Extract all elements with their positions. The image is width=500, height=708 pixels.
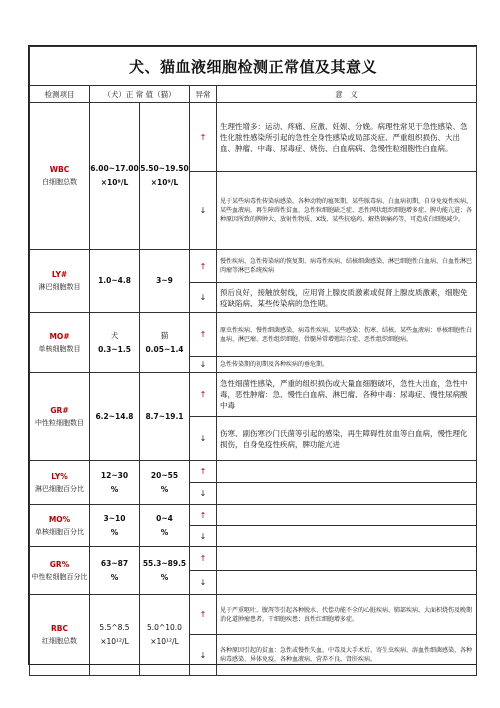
range-unit: % [110, 527, 119, 537]
item-cell-mo-count [30, 313, 90, 373]
item-cell-mo-percent [30, 505, 90, 547]
down-arrow-icon: ↓ [190, 483, 217, 505]
item-cell-wbc [30, 103, 90, 250]
item-cell-rbc [30, 595, 90, 676]
range-line: 63~87 [100, 558, 129, 568]
dog-range [90, 547, 140, 595]
range-line: 5.0^10.0 [147, 623, 182, 632]
meaning-increase [217, 505, 477, 526]
range-unit: % [160, 484, 169, 494]
blood-test-table [29, 46, 477, 676]
up-arrow-icon: ↑ [190, 595, 217, 635]
page-title: 犬、猫血液细胞检测正常值及其意义 [30, 47, 477, 86]
range-unit: % [110, 484, 119, 494]
range-line: 0.3~1.5 [98, 344, 131, 354]
down-arrow-icon: ↓ [190, 571, 217, 595]
range-line: 5.5^8.5 [99, 623, 130, 632]
dog-range [90, 461, 140, 505]
item-cell-ly-count [30, 250, 90, 313]
cat-range [140, 461, 190, 505]
meaning-increase: 急性细菌性感染，严重的组织损伤或大量血细胞破坏，急性大出血，急性中毒，恶性肿瘤：急、慢性白血病、淋巴瘤、各种中毒：尿毒症、慢性尿病酸中毒 [217, 373, 477, 417]
item-code: GR# [50, 405, 69, 415]
up-arrow-icon: ↑ [190, 103, 217, 172]
cat-range [140, 595, 190, 676]
header-item: 检测项目 [30, 86, 90, 103]
item-name: 淋巴细胞数目 [38, 283, 81, 291]
down-arrow-icon: ↓ [190, 635, 217, 676]
cat-range [140, 313, 190, 373]
dog-range [90, 103, 140, 250]
range-line: 3~9 [156, 276, 173, 285]
table-frame [28, 45, 477, 665]
range-line: 1.0~4.8 [98, 276, 131, 285]
meaning-increase: 慢性疾病、急性传染病的恢复期、病毒性疾病、结核细菌感染、淋巴细胞性白血病、白血性淋巴肉瘤等淋巴系统疾病 [217, 250, 477, 283]
up-arrow-icon: ↑ [190, 547, 217, 571]
item-name: 红细胞总数 [42, 637, 77, 645]
dog-range [90, 595, 140, 676]
range-line: 0.05~1.4 [145, 344, 184, 354]
meaning-increase: 生理性增多：运动、疼痛、应激、妊娠、分娩。病理性常见于急性感染、急性化脓性感染所引起的急性全身性感染或局部炎症、严重组织损伤、大出血、肿瘤、中毒、尿毒症、烧伤、白血病病、急慢性粒细胞性白血病。 [217, 103, 477, 172]
range-line: 3~10 [103, 513, 126, 523]
item-code: LY% [51, 471, 68, 481]
range-line: 12~30 [100, 470, 129, 480]
range-line: 5.50~19.50 [140, 164, 189, 173]
header-abnormal: 异常 [190, 86, 217, 103]
cat-range [140, 547, 190, 595]
item-name: 单核细胞数目 [38, 344, 81, 353]
range-unit: % [110, 572, 119, 582]
range-unit: % [160, 527, 169, 537]
meaning-decrease [217, 571, 477, 595]
dog-range [90, 505, 140, 547]
item-code: GR% [49, 559, 70, 569]
dog-range [90, 250, 140, 313]
item-name: 单核细胞百分比 [35, 527, 84, 536]
item-code: RBC [51, 624, 68, 633]
meaning-decrease [217, 483, 477, 505]
down-arrow-icon: ↓ [190, 172, 217, 250]
meaning-decrease: 各种原因引起的贫血：急性或慢性失血、中毒及大手术后、寄生虫疾病、溶血性细菌感染、各种病毒感染、异体免疫，各种血液病，营养不良，肾肝疾病。 [217, 635, 477, 676]
meaning-increase: 见于严重呕吐、腹泻等引起各种脱水、代偿功能不全的心脏疾病、肺部疾病、大面积烧伤及晚期消化道肿瘤患者。干细胞疾患；真性红细胞增多症。 [217, 595, 477, 635]
dog-range [90, 313, 140, 373]
range-unit: ×10⁹/L [150, 178, 179, 187]
range-species: 犬 [110, 330, 119, 340]
item-code: WBC [49, 165, 70, 174]
meaning-increase: 原虫性疾病、慢性细菌感染，病毒性疾病、某些感染：伤寒、结核。某些血液病：单核细胞性白血病、淋巴瘤、恶性组织细胞、骨髓异常增殖综合症、恶性组织细胞病。 [217, 313, 477, 357]
range-unit: % [160, 572, 169, 582]
cat-range [140, 373, 190, 461]
item-name: 淋巴细胞百分比 [35, 484, 84, 493]
down-arrow-icon: ↓ [190, 357, 217, 373]
range-line: 0~4 [156, 513, 173, 523]
meaning-increase [217, 547, 477, 571]
item-name: 中性粒细胞百分比 [31, 572, 88, 581]
item-cell-gr-count [30, 373, 90, 461]
range-line: 6.00~17.00 [90, 164, 139, 173]
up-arrow-icon: ↑ [190, 461, 217, 483]
range-unit: ×10¹²/L [150, 637, 179, 646]
range-line: 8.7~19.1 [145, 411, 184, 421]
cat-range [140, 250, 190, 313]
range-line: 20~55 [150, 470, 179, 480]
down-arrow-icon: ↓ [190, 526, 217, 547]
header-meaning: 意 义 [217, 86, 477, 103]
up-arrow-icon: ↑ [190, 313, 217, 357]
meaning-decrease: 见于某些病毒性传染病感染，各种动物的瘟死期，某些脓毒病、白血病初期，自身免疫性疾病，某些血液病，再生障碍性贫血、急性粒细胞缺乏症、恶性网状组织细胞增多症、脾功能亢进；各种原因所致的脾肿大、放射性物质、X线、某些抗癌药、解热镇痛药等，可造成白细胞减少。 [217, 172, 477, 250]
item-code: LY# [51, 270, 68, 279]
dog-range [90, 373, 140, 461]
range-unit: ×10¹²/L [100, 637, 129, 646]
up-arrow-icon: ↑ [190, 373, 217, 417]
meaning-decrease: 伤寒、副伤寒沙门氏菌等引起的感染，再生障碍性贫血等白血病，慢性理化损伤，自身免疫性疾病，脾功能亢进 [217, 417, 477, 461]
down-arrow-icon: ↓ [190, 283, 217, 313]
item-name: 中性粒细胞数目 [35, 418, 84, 427]
down-arrow-icon: ↓ [190, 417, 217, 461]
meaning-decrease: 急性传染期的初期及各种疾病的垂危期。 [217, 357, 477, 373]
range-species: 猫 [160, 330, 169, 340]
range-line: 55.3~89.5 [142, 558, 187, 568]
range-unit: ×10⁹/L [100, 178, 129, 187]
meaning-decrease [217, 526, 477, 547]
up-arrow-icon: ↑ [190, 505, 217, 526]
range-line: 6.2~14.8 [95, 411, 134, 421]
item-code: MO% [48, 514, 71, 524]
cat-range [140, 103, 190, 250]
item-cell-gr-percent [30, 547, 90, 595]
header-range: （犬）正 常 值（猫） [90, 86, 190, 103]
cat-range [140, 505, 190, 547]
item-code: MO# [49, 331, 70, 341]
meaning-increase [217, 461, 477, 483]
meaning-decrease: 预后良好，接触放射线，应用肾上腺皮质激素或促肾上腺皮质激素，细胞免疫缺陷病、某些传染病的急性期。 [217, 283, 477, 313]
item-name: 白细胞总数 [42, 178, 77, 186]
item-cell-ly-percent [30, 461, 90, 505]
up-arrow-icon: ↑ [190, 250, 217, 283]
